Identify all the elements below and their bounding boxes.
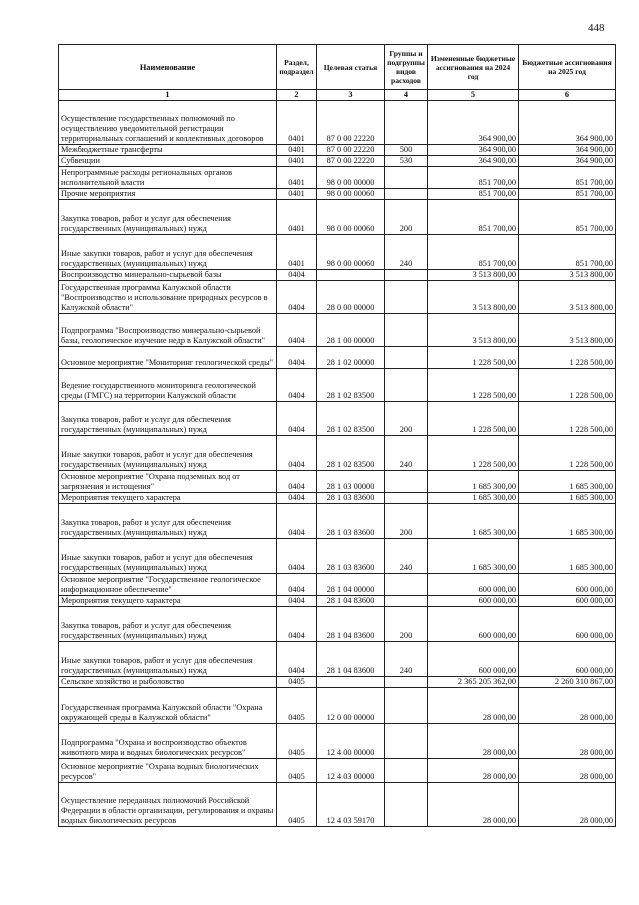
row-section: 0401 bbox=[277, 235, 317, 270]
table-row bbox=[59, 724, 616, 759]
row-name: Основное мероприятие "Государственное геологическое информационное обеспечение" bbox=[59, 574, 277, 596]
row-target: 12 4 00 00000 bbox=[317, 724, 385, 759]
row-target: 98 0 00 00060 bbox=[317, 189, 385, 200]
row-section: 0404 bbox=[277, 539, 317, 574]
row-amount-2024: 851 700,00 bbox=[428, 235, 519, 270]
row-amount-2025: 1 685 300,00 bbox=[519, 504, 616, 539]
row-group bbox=[385, 347, 428, 369]
row-amount-2025: 851 700,00 bbox=[519, 200, 616, 235]
row-group: 200 bbox=[385, 504, 428, 539]
table-row bbox=[59, 574, 616, 596]
row-name: Иные закупки товаров, работ и услуг для обеспечения государственных (муниципальных) нужд bbox=[59, 235, 277, 270]
row-amount-2024: 851 700,00 bbox=[428, 200, 519, 235]
row-target: 28 1 02 83500 bbox=[317, 436, 385, 471]
row-target: 28 1 04 83600 bbox=[317, 607, 385, 642]
row-amount-2025: 600 000,00 bbox=[519, 607, 616, 642]
row-amount-2024: 851 700,00 bbox=[428, 189, 519, 200]
row-section: 0404 bbox=[277, 607, 317, 642]
row-amount-2025: 1 685 300,00 bbox=[519, 539, 616, 574]
table-row bbox=[59, 759, 616, 783]
row-section: 0404 bbox=[277, 270, 317, 281]
row-amount-2025: 28 000,00 bbox=[519, 688, 616, 724]
row-amount-2025: 851 700,00 bbox=[519, 235, 616, 270]
row-group bbox=[385, 369, 428, 402]
table-row bbox=[59, 688, 616, 724]
table-row bbox=[59, 167, 616, 189]
row-name: Государственная программа Калужской области "Охрана окружающей среды в Калужской области" bbox=[59, 688, 277, 724]
row-name: Осуществление государственных полномочий по осуществлению уведомительной регистрации территориальных соглашений и коллективных договоров bbox=[59, 101, 277, 145]
column-number: 1 bbox=[59, 90, 277, 101]
row-name: Основное мероприятие "Мониторинг геологической среды" bbox=[59, 347, 277, 369]
row-group bbox=[385, 314, 428, 347]
row-amount-2024: 28 000,00 bbox=[428, 783, 519, 827]
row-amount-2024: 1 228 500,00 bbox=[428, 436, 519, 471]
row-target: 98 0 00 00060 bbox=[317, 235, 385, 270]
row-section: 0401 bbox=[277, 167, 317, 189]
row-amount-2025: 28 000,00 bbox=[519, 759, 616, 783]
row-group bbox=[385, 596, 428, 607]
row-name: Мероприятия текущего характера bbox=[59, 493, 277, 504]
row-group: 200 bbox=[385, 607, 428, 642]
row-amount-2024: 2 365 205 362,00 bbox=[428, 677, 519, 688]
row-target: 28 1 02 83500 bbox=[317, 369, 385, 402]
table-row bbox=[59, 200, 616, 235]
row-target bbox=[317, 677, 385, 688]
row-target: 87 0 00 22220 bbox=[317, 101, 385, 145]
row-amount-2025: 600 000,00 bbox=[519, 574, 616, 596]
row-name: Прочие мероприятия bbox=[59, 189, 277, 200]
row-name: Государственная программа Калужской области "Воспроизводство и использование природных ресурсов в Калужской области" bbox=[59, 281, 277, 314]
row-section: 0404 bbox=[277, 369, 317, 402]
row-amount-2024: 1 228 500,00 bbox=[428, 369, 519, 402]
table-row bbox=[59, 607, 616, 642]
row-target: 28 1 02 00000 bbox=[317, 347, 385, 369]
row-target: 12 4 03 00000 bbox=[317, 759, 385, 783]
table-row bbox=[59, 145, 616, 156]
column-number: 4 bbox=[385, 90, 428, 101]
row-group: 530 bbox=[385, 156, 428, 167]
row-name: Подпрограмма "Охрана и воспроизводство объектов животного мира и водных биологических ресурсов" bbox=[59, 724, 277, 759]
row-section: 0401 bbox=[277, 156, 317, 167]
row-section: 0404 bbox=[277, 504, 317, 539]
row-group: 200 bbox=[385, 402, 428, 436]
row-name: Субвенции bbox=[59, 156, 277, 167]
row-amount-2024: 851 700,00 bbox=[428, 167, 519, 189]
row-amount-2025: 851 700,00 bbox=[519, 167, 616, 189]
row-name: Основное мероприятие "Охрана подземных вод от загрязнения и истощения" bbox=[59, 471, 277, 493]
row-amount-2024: 364 900,00 bbox=[428, 156, 519, 167]
column-number: 3 bbox=[317, 90, 385, 101]
row-section: 0405 bbox=[277, 688, 317, 724]
row-amount-2025: 851 700,00 bbox=[519, 189, 616, 200]
row-target: 28 1 03 83600 bbox=[317, 539, 385, 574]
row-section: 0405 bbox=[277, 783, 317, 827]
budget-table bbox=[58, 44, 616, 827]
row-amount-2024: 1 685 300,00 bbox=[428, 493, 519, 504]
column-number: 2 bbox=[277, 90, 317, 101]
row-amount-2025: 28 000,00 bbox=[519, 783, 616, 827]
row-section: 0404 bbox=[277, 347, 317, 369]
row-amount-2025: 364 900,00 bbox=[519, 101, 616, 145]
row-target: 28 1 02 83500 bbox=[317, 402, 385, 436]
table-row bbox=[59, 493, 616, 504]
row-target: 28 1 03 83600 bbox=[317, 504, 385, 539]
row-name: Ведение государственного мониторинга геологической среды (ГМГС) на территории Калужской области bbox=[59, 369, 277, 402]
column-number: 6 bbox=[519, 90, 616, 101]
row-group bbox=[385, 724, 428, 759]
row-amount-2024: 600 000,00 bbox=[428, 596, 519, 607]
row-name: Сельское хозяйство и рыболовство bbox=[59, 677, 277, 688]
row-name: Иные закупки товаров, работ и услуг для обеспечения государственных (муниципальных) нужд bbox=[59, 436, 277, 471]
row-amount-2025: 1 228 500,00 bbox=[519, 347, 616, 369]
row-amount-2025: 2 260 310 867,00 bbox=[519, 677, 616, 688]
row-name: Подпрограмма "Воспроизводство минерально-сырьевой базы, геологическое изучение недр в Калужской области" bbox=[59, 314, 277, 347]
row-section: 0401 bbox=[277, 145, 317, 156]
header-group: Группы и подгруппы видов расходов bbox=[385, 45, 428, 90]
row-amount-2024: 1 685 300,00 bbox=[428, 471, 519, 493]
row-group: 240 bbox=[385, 436, 428, 471]
header-2024: Измененные бюджетные ассигнования на 2024 год bbox=[428, 45, 519, 90]
table-row bbox=[59, 189, 616, 200]
row-section: 0404 bbox=[277, 314, 317, 347]
row-amount-2025: 3 513 800,00 bbox=[519, 314, 616, 347]
row-amount-2024: 600 000,00 bbox=[428, 642, 519, 677]
row-amount-2024: 28 000,00 bbox=[428, 759, 519, 783]
column-number: 5 bbox=[428, 90, 519, 101]
row-section: 0404 bbox=[277, 402, 317, 436]
row-group: 500 bbox=[385, 145, 428, 156]
table-row bbox=[59, 156, 616, 167]
row-group bbox=[385, 270, 428, 281]
row-name: Осуществление переданных полномочий Российской Федерации в области организации, регулирования и охраны водных биологических ресурсов bbox=[59, 783, 277, 827]
row-amount-2024: 364 900,00 bbox=[428, 101, 519, 145]
table-row bbox=[59, 101, 616, 145]
row-target bbox=[317, 270, 385, 281]
table-row bbox=[59, 504, 616, 539]
table-row bbox=[59, 642, 616, 677]
row-name: Непрограммные расходы региональных органов исполнительной власти bbox=[59, 167, 277, 189]
row-section: 0401 bbox=[277, 189, 317, 200]
row-name: Иные закупки товаров, работ и услуг для обеспечения государственных (муниципальных) нужд bbox=[59, 539, 277, 574]
row-group bbox=[385, 493, 428, 504]
header-section: Раздел, подраздел bbox=[277, 45, 317, 90]
table-row bbox=[59, 471, 616, 493]
row-amount-2024: 1 685 300,00 bbox=[428, 504, 519, 539]
row-section: 0404 bbox=[277, 493, 317, 504]
row-target: 87 0 00 22220 bbox=[317, 156, 385, 167]
table-row bbox=[59, 677, 616, 688]
row-section: 0405 bbox=[277, 759, 317, 783]
row-amount-2025: 600 000,00 bbox=[519, 642, 616, 677]
row-amount-2024: 600 000,00 bbox=[428, 574, 519, 596]
row-amount-2024: 1 228 500,00 bbox=[428, 402, 519, 436]
header-row bbox=[59, 45, 616, 90]
row-section: 0405 bbox=[277, 677, 317, 688]
row-group bbox=[385, 783, 428, 827]
row-group: 200 bbox=[385, 200, 428, 235]
row-section: 0404 bbox=[277, 596, 317, 607]
row-target: 28 1 00 00000 bbox=[317, 314, 385, 347]
row-target: 28 1 04 83600 bbox=[317, 642, 385, 677]
table-row bbox=[59, 596, 616, 607]
row-target: 98 0 00 00060 bbox=[317, 200, 385, 235]
row-name: Воспроизводство минерально-сырьевой базы bbox=[59, 270, 277, 281]
row-amount-2024: 3 513 800,00 bbox=[428, 314, 519, 347]
row-amount-2025: 1 685 300,00 bbox=[519, 493, 616, 504]
table-row bbox=[59, 235, 616, 270]
row-amount-2024: 3 513 800,00 bbox=[428, 270, 519, 281]
row-section: 0401 bbox=[277, 101, 317, 145]
row-amount-2024: 28 000,00 bbox=[428, 688, 519, 724]
row-target: 28 1 03 83600 bbox=[317, 493, 385, 504]
row-group: 240 bbox=[385, 642, 428, 677]
table-row bbox=[59, 369, 616, 402]
row-group bbox=[385, 101, 428, 145]
row-amount-2025: 1 228 500,00 bbox=[519, 436, 616, 471]
row-target: 28 1 03 00000 bbox=[317, 471, 385, 493]
row-section: 0404 bbox=[277, 642, 317, 677]
row-target: 98 0 00 00000 bbox=[317, 167, 385, 189]
table-row bbox=[59, 436, 616, 471]
header-target: Целевая статья bbox=[317, 45, 385, 90]
row-group bbox=[385, 189, 428, 200]
row-name: Мероприятия текущего характера bbox=[59, 596, 277, 607]
row-target: 12 4 03 59170 bbox=[317, 783, 385, 827]
row-group: 240 bbox=[385, 235, 428, 270]
row-group bbox=[385, 574, 428, 596]
row-name: Основное мероприятие "Охрана водных биологических ресурсов" bbox=[59, 759, 277, 783]
row-amount-2025: 1 685 300,00 bbox=[519, 471, 616, 493]
row-name: Закупка товаров, работ и услуг для обеспечения государственных (муниципальных) нужд bbox=[59, 607, 277, 642]
row-amount-2024: 1 685 300,00 bbox=[428, 539, 519, 574]
page-number: 448 bbox=[588, 22, 605, 34]
row-target: 87 0 00 22220 bbox=[317, 145, 385, 156]
row-group bbox=[385, 759, 428, 783]
row-amount-2025: 364 900,00 bbox=[519, 145, 616, 156]
table-row bbox=[59, 539, 616, 574]
row-name: Закупка товаров, работ и услуг для обеспечения государственных (муниципальных) нужд bbox=[59, 200, 277, 235]
row-amount-2024: 364 900,00 bbox=[428, 145, 519, 156]
table-row bbox=[59, 402, 616, 436]
row-group bbox=[385, 688, 428, 724]
row-group bbox=[385, 677, 428, 688]
row-amount-2024: 28 000,00 bbox=[428, 724, 519, 759]
row-name: Закупка товаров, работ и услуг для обеспечения государственных (муниципальных) нужд bbox=[59, 504, 277, 539]
row-section: 0404 bbox=[277, 436, 317, 471]
row-group bbox=[385, 167, 428, 189]
row-target: 28 1 04 83600 bbox=[317, 596, 385, 607]
row-name: Иные закупки товаров, работ и услуг для обеспечения государственных (муниципальных) нужд bbox=[59, 642, 277, 677]
table-row bbox=[59, 347, 616, 369]
row-target: 28 0 00 00000 bbox=[317, 281, 385, 314]
row-section: 0405 bbox=[277, 724, 317, 759]
row-target: 12 0 00 00000 bbox=[317, 688, 385, 724]
table-row bbox=[59, 270, 616, 281]
row-group: 240 bbox=[385, 539, 428, 574]
row-section: 0404 bbox=[277, 281, 317, 314]
row-target: 28 1 04 00000 bbox=[317, 574, 385, 596]
table-row bbox=[59, 314, 616, 347]
row-amount-2024: 3 513 800,00 bbox=[428, 281, 519, 314]
row-name: Межбюджетные трансферты bbox=[59, 145, 277, 156]
header-name: Наименование bbox=[59, 45, 277, 90]
row-group bbox=[385, 281, 428, 314]
table-row bbox=[59, 783, 616, 827]
row-section: 0404 bbox=[277, 471, 317, 493]
row-amount-2024: 600 000,00 bbox=[428, 607, 519, 642]
table-body bbox=[59, 101, 616, 827]
row-amount-2025: 364 900,00 bbox=[519, 156, 616, 167]
column-numbers-row bbox=[59, 90, 616, 101]
row-amount-2025: 28 000,00 bbox=[519, 724, 616, 759]
row-section: 0404 bbox=[277, 574, 317, 596]
row-section: 0401 bbox=[277, 200, 317, 235]
row-amount-2025: 600 000,00 bbox=[519, 596, 616, 607]
row-name: Закупка товаров, работ и услуг для обеспечения государственных (муниципальных) нужд bbox=[59, 402, 277, 436]
header-2025: Бюджетные ассигнования на 2025 год bbox=[519, 45, 616, 90]
row-amount-2024: 1 228 500,00 bbox=[428, 347, 519, 369]
row-group bbox=[385, 471, 428, 493]
row-amount-2025: 1 228 500,00 bbox=[519, 369, 616, 402]
table-row bbox=[59, 281, 616, 314]
row-amount-2025: 3 513 800,00 bbox=[519, 281, 616, 314]
row-amount-2025: 1 228 500,00 bbox=[519, 402, 616, 436]
row-amount-2025: 3 513 800,00 bbox=[519, 270, 616, 281]
